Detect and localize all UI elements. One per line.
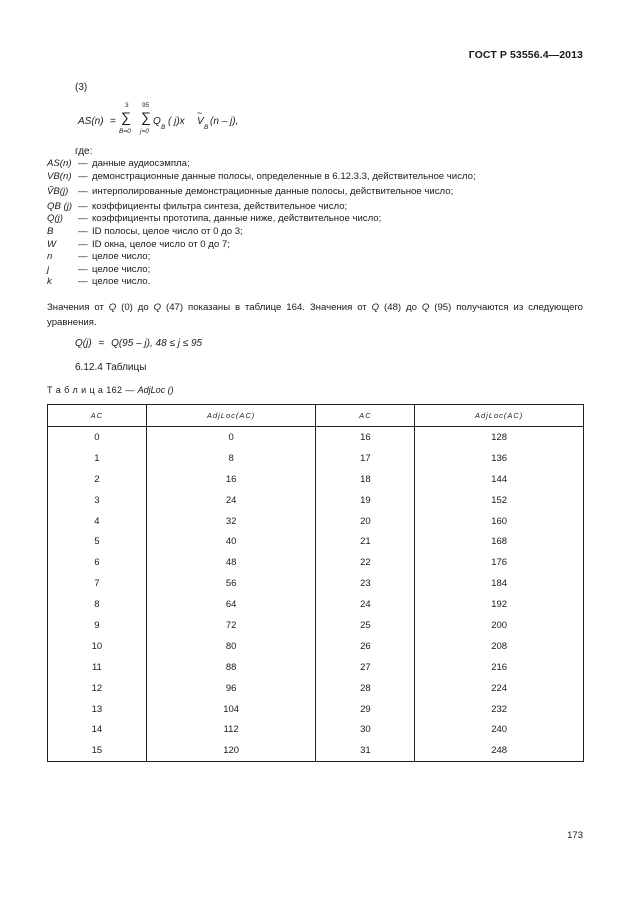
header-adjloc: AdjLoc(AC) [415,405,584,427]
cell-adjloc: 216 [415,657,584,678]
cell-adjloc: 136 [415,448,584,469]
cell-ac: 13 [48,699,147,720]
cell-adjloc: 88 [146,657,316,678]
cell-ac: 18 [316,469,415,490]
cell-ac: 31 [316,740,415,761]
cell-ac: 4 [48,511,147,532]
cell-adjloc: 8 [146,448,316,469]
sum1-sigma: ∑ [121,109,131,125]
tilde-mark: ~ [197,108,203,118]
document-code: ГОСТ Р 53556.4—2013 [468,49,583,61]
cell-ac: 7 [48,573,147,594]
cell-adjloc: 224 [415,678,584,699]
adjloc-table [47,404,584,762]
formula-v: V [197,116,204,127]
cell-adjloc: 32 [146,511,316,532]
cell-adjloc: 64 [146,594,316,615]
table-row [48,699,584,720]
definition-row: VB(n) — демонстрационные данные полосы, определенные в 6.12.3.3, действительное число; [47,170,476,182]
body-paragraph: Значения от Q (0) до Q (47) показаны в таблице 164. Значения от Q (48) до Q (95) получаются из следующего уравнения. [47,302,583,328]
cell-adjloc: 176 [415,552,584,573]
table-caption: Т а б л и ц а 162 — AdjLoc () [47,385,174,395]
cell-adjloc: 192 [415,594,584,615]
cell-ac: 21 [316,531,415,552]
cell-adjloc: 0 [146,427,316,448]
cell-ac: 24 [316,594,415,615]
cell-adjloc: 96 [146,678,316,699]
cell-ac: 25 [316,615,415,636]
cell-adjloc: 72 [146,615,316,636]
definition-row: ṼB(j) — интерполированные демонстрационные данные полосы, действительное число; [47,186,454,198]
cell-ac: 20 [316,511,415,532]
sum1-lower: B=0 [119,128,131,135]
cell-ac: 16 [316,427,415,448]
formula-number: (3) [75,82,88,93]
definition-row: j — целое число; [47,263,151,275]
sum2-lower: j=0 [140,128,149,135]
formula-tail: (n – j), [210,116,239,127]
definition-row: n — целое число; [47,251,151,263]
cell-adjloc: 40 [146,531,316,552]
definition-row: Q(j) — коэффициенты прототипа, данные ниже, действительное число; [47,213,382,225]
sum2-sigma: ∑ [141,109,151,125]
table-row [48,490,584,511]
cell-ac: 14 [48,719,147,740]
formula-lhs: AS(n) [78,116,104,127]
cell-ac: 12 [48,678,147,699]
cell-ac: 26 [316,636,415,657]
table-row [48,552,584,573]
cell-ac: 0 [48,427,147,448]
cell-adjloc: 232 [415,699,584,720]
cell-ac: 11 [48,657,147,678]
cell-adjloc: 240 [415,719,584,740]
page-number: 173 [567,830,583,841]
formula-q: Q [153,116,161,127]
cell-ac: 22 [316,552,415,573]
sum1-upper: 3 [125,102,129,109]
table-row [48,615,584,636]
cell-ac: 19 [316,490,415,511]
table-row [48,594,584,615]
cell-ac: 30 [316,719,415,740]
cell-adjloc: 48 [146,552,316,573]
table-row [48,719,584,740]
definitions-list [47,158,476,289]
equation-q-symmetry: Q(j) = Q(95 – j), 48 ≤ j ≤ 95 [75,338,203,349]
cell-ac: 15 [48,740,147,761]
table-header-row [48,405,584,427]
cell-adjloc: 120 [146,740,316,761]
table-row [48,636,584,657]
cell-adjloc: 184 [415,573,584,594]
table-row [48,511,584,532]
cell-ac: 29 [316,699,415,720]
cell-adjloc: 80 [146,636,316,657]
table-row [48,469,584,490]
cell-adjloc: 112 [146,719,316,740]
cell-ac: 6 [48,552,147,573]
cell-ac: 1 [48,448,147,469]
cell-ac: 27 [316,657,415,678]
cell-ac: 5 [48,531,147,552]
cell-ac: 10 [48,636,147,657]
header-ac: AC [48,405,147,427]
table-row [48,678,584,699]
cell-ac: 23 [316,573,415,594]
header-adjloc: AdjLoc(AC) [146,405,316,427]
table-row [48,573,584,594]
table-row [48,448,584,469]
formula-q-sub: B [161,124,166,131]
cell-adjloc: 168 [415,531,584,552]
formula-as [78,102,318,136]
definition-row: QB (j) — коэффициенты фильтра синтеза, действительное число; [47,200,348,212]
table-row [48,740,584,761]
header-ac: AC [316,405,415,427]
cell-adjloc: 248 [415,740,584,761]
section-title: 6.12.4 Таблицы [75,362,147,373]
cell-adjloc: 160 [415,511,584,532]
cell-adjloc: 16 [146,469,316,490]
cell-ac: 17 [316,448,415,469]
cell-adjloc: 104 [146,699,316,720]
cell-adjloc: 128 [415,427,584,448]
table-row [48,657,584,678]
formula-equals: = [110,116,116,127]
cell-adjloc: 24 [146,490,316,511]
where-label: где: [75,146,93,157]
cell-ac: 8 [48,594,147,615]
cell-adjloc: 200 [415,615,584,636]
formula-v-sub: B [204,124,209,131]
definition-row: AS(n) — данные аудиосэмпла; [47,158,190,169]
definition-row: W — ID окна, целое число от 0 до 7; [47,238,230,250]
cell-adjloc: 56 [146,573,316,594]
table-row [48,531,584,552]
cell-adjloc: 152 [415,490,584,511]
cell-adjloc: 208 [415,636,584,657]
cell-ac: 2 [48,469,147,490]
definition-row: k — целое число. [47,276,151,288]
formula-mid: ( j)x [168,116,185,127]
definition-row: B — ID полосы, целое число от 0 до 3; [47,225,243,237]
table-row [48,427,584,448]
cell-ac: 28 [316,678,415,699]
cell-ac: 3 [48,490,147,511]
cell-ac: 9 [48,615,147,636]
sum2-upper: 95 [142,102,150,109]
cell-adjloc: 144 [415,469,584,490]
